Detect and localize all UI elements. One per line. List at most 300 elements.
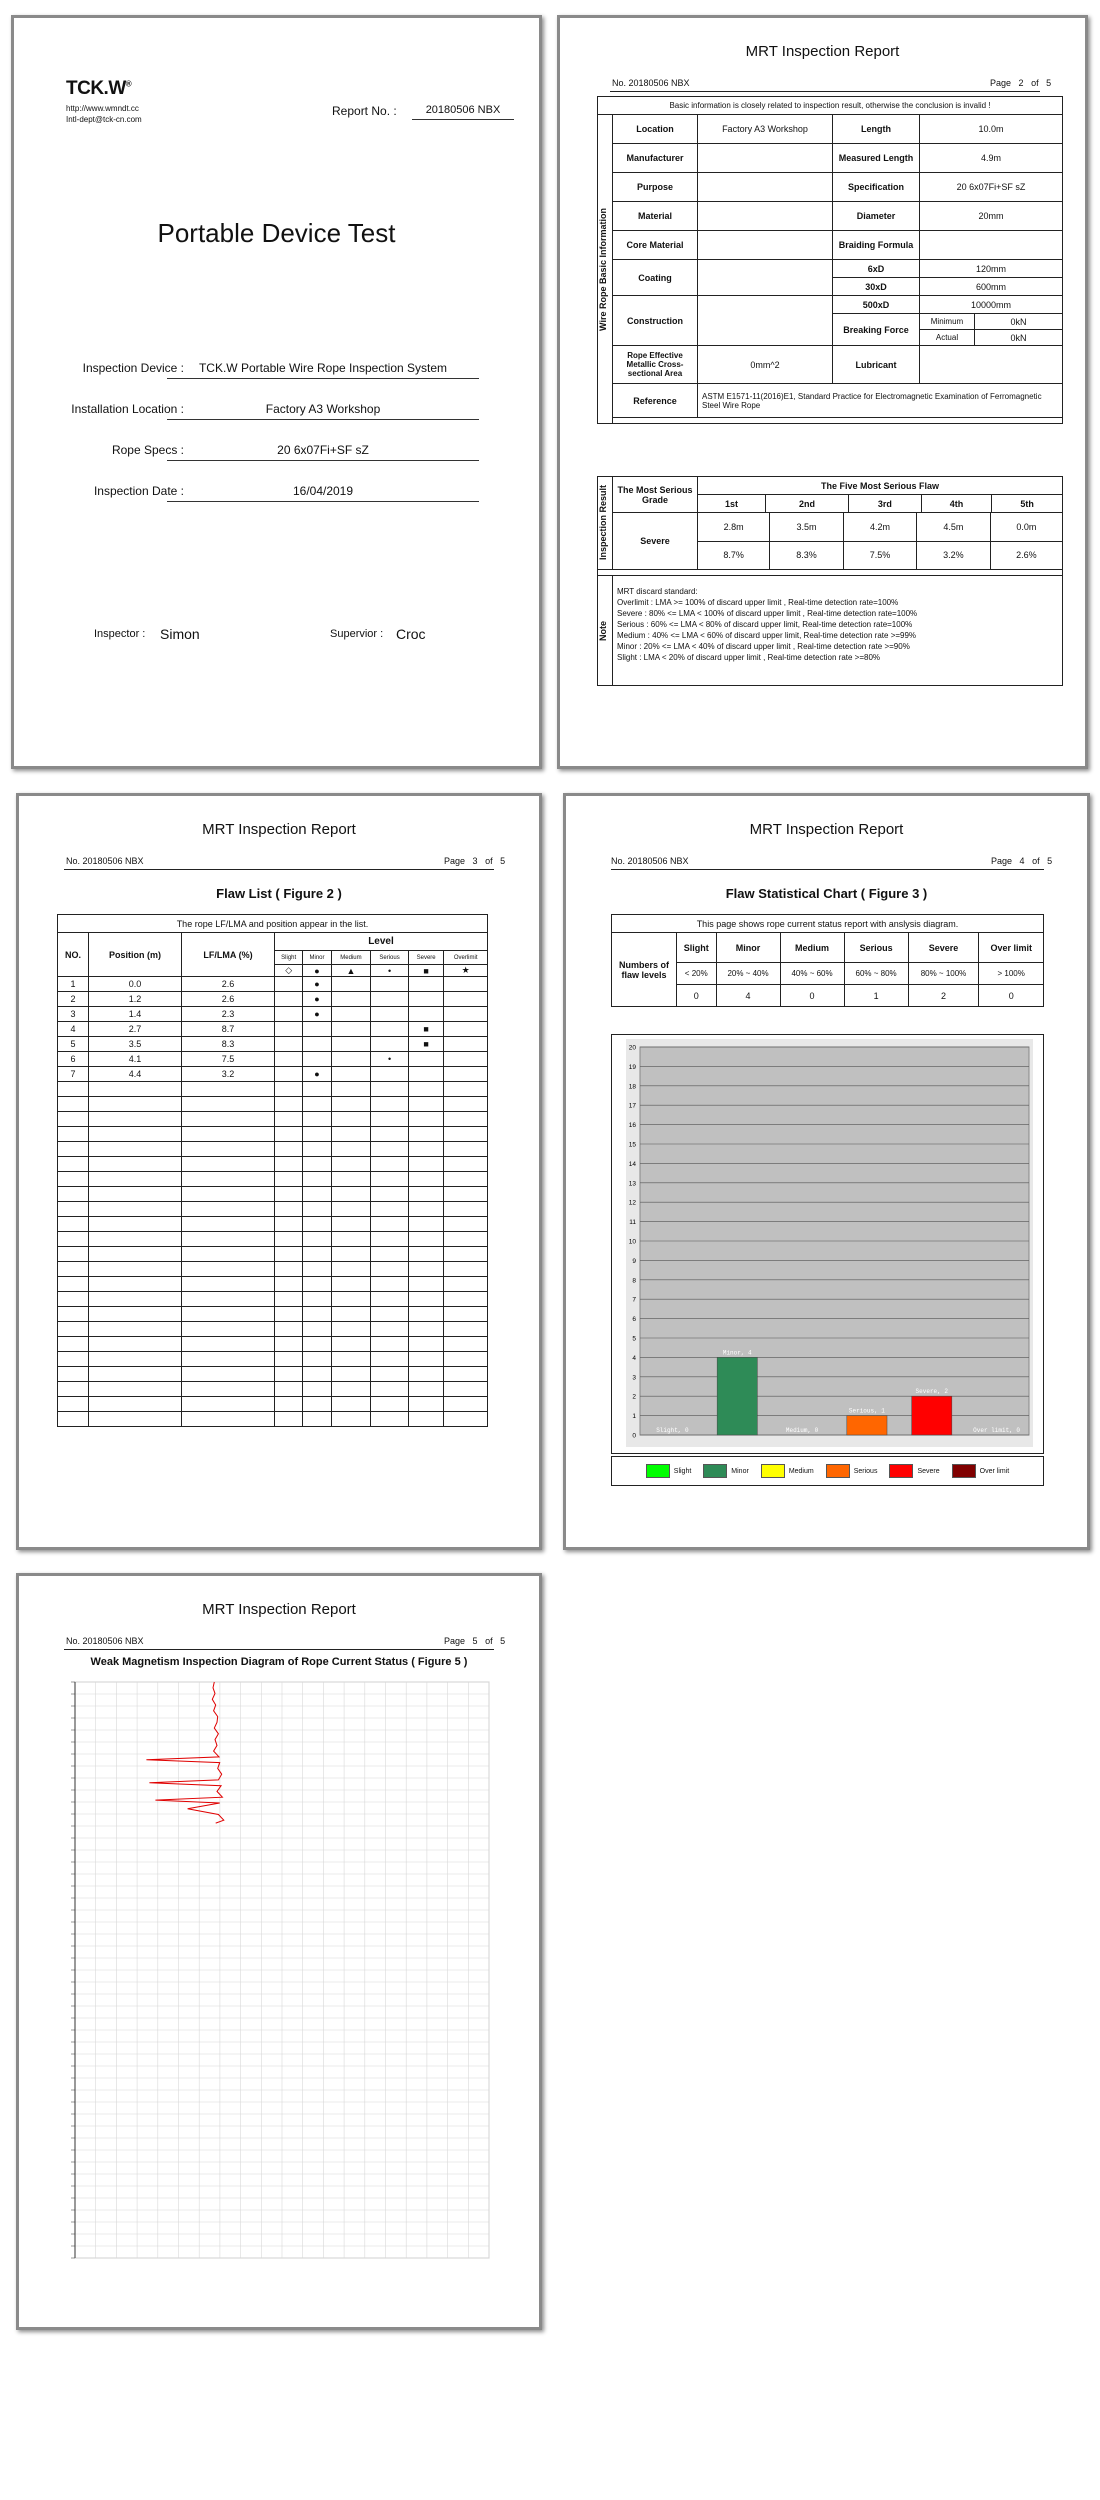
installation-location-value: Factory A3 Workshop — [167, 402, 479, 420]
empty-cell — [371, 1142, 409, 1157]
legend-item — [761, 1464, 814, 1478]
count-serious: 1 — [844, 985, 908, 1007]
statistical-chart-title: Flaw Statistical Chart ( Figure 3 ) — [725, 886, 928, 901]
legend-swatch — [703, 1464, 727, 1478]
flaw-lma: 2.3 — [182, 1007, 275, 1022]
flaw-values-grid — [698, 513, 1062, 569]
document-number: No. 20180506 NBX — [66, 1636, 144, 1646]
empty-cell — [275, 1367, 303, 1382]
flaw-lma: 7.5 — [182, 1052, 275, 1067]
flaw-position: 0.0 — [89, 977, 182, 992]
note-line: Minor : 20% <= LMA < 40% of discard upper limit , Real-time detection rate >=90% — [617, 642, 910, 651]
flaw-row — [58, 1202, 488, 1217]
header-rule — [611, 869, 1044, 870]
rank-5th: 5th — [992, 495, 1063, 513]
section-note: Note — [598, 576, 613, 686]
empty-cell — [58, 1187, 89, 1202]
y-tick-label: 16 — [628, 1122, 636, 1130]
empty-cell — [303, 1247, 331, 1262]
empty-cell — [58, 1082, 89, 1097]
empty-cell — [58, 1217, 89, 1232]
flaw-row — [58, 1352, 488, 1367]
empty-cell — [444, 1187, 488, 1202]
empty-cell — [444, 1337, 488, 1352]
flaw-no: 7 — [58, 1067, 89, 1082]
inspection-date-value: 16/04/2019 — [167, 484, 479, 502]
range-minor: 20% ~ 40% — [716, 963, 780, 985]
empty-cell — [444, 1367, 488, 1382]
flaw-list-table — [57, 914, 488, 1427]
bar-data-label: Severe, 2 — [915, 1388, 948, 1396]
flaw-row — [58, 1037, 488, 1052]
empty-cell — [89, 1082, 182, 1097]
empty-cell — [89, 1187, 182, 1202]
range-severe: 80% ~ 100% — [908, 963, 979, 985]
empty-cell — [182, 1382, 275, 1397]
empty-cell — [89, 1232, 182, 1247]
empty-cell — [58, 1232, 89, 1247]
diameter-value: 20mm — [920, 202, 1063, 231]
empty-cell — [331, 1067, 371, 1082]
empty-cell — [58, 1157, 89, 1172]
empty-cell — [444, 992, 488, 1007]
empty-cell — [331, 1322, 371, 1337]
empty-cell — [331, 1337, 371, 1352]
empty-cell — [371, 1172, 409, 1187]
purpose-value — [698, 173, 833, 202]
empty-cell — [58, 1112, 89, 1127]
range-overlimit: > 100% — [979, 963, 1044, 985]
flaw-position: 4.1 — [89, 1052, 182, 1067]
document-number: No. 20180506 NBX — [66, 856, 144, 866]
count-severe: 2 — [908, 985, 979, 1007]
empty-cell — [182, 1082, 275, 1097]
y-tick-label: 11 — [629, 1219, 636, 1227]
empty-cell — [444, 1037, 488, 1052]
basic-info-table — [597, 96, 1063, 424]
empty-cell — [331, 977, 371, 992]
empty-cell — [275, 1127, 303, 1142]
core-material-label: Core Material — [613, 231, 698, 260]
y-tick-label: 12 — [628, 1199, 636, 1207]
flaw-position: 0.0m — [990, 513, 1062, 541]
empty-cell — [275, 1322, 303, 1337]
report-title: MRT Inspection Report — [202, 1601, 356, 1618]
empty-cell — [275, 1307, 303, 1322]
empty-cell — [89, 1127, 182, 1142]
empty-cell — [58, 1262, 89, 1277]
report-page-5 — [16, 1573, 542, 2330]
empty-cell — [182, 1367, 275, 1382]
empty-cell — [275, 1397, 303, 1412]
flaw-lma: 8.3 — [182, 1037, 275, 1052]
empty-cell — [303, 1382, 331, 1397]
empty-cell — [444, 1277, 488, 1292]
count-minor: 4 — [716, 985, 780, 1007]
empty-cell — [182, 1202, 275, 1217]
empty-cell — [408, 1097, 443, 1112]
empty-cell — [331, 1262, 371, 1277]
empty-cell — [371, 1412, 409, 1427]
page-number: Page 4 of 5 — [991, 856, 1053, 866]
empty-cell — [444, 1157, 488, 1172]
length-value: 10.0m — [920, 115, 1063, 144]
empty-cell — [58, 1202, 89, 1217]
supervisor-label: Supervior : — [330, 628, 384, 640]
empty-cell — [331, 1187, 371, 1202]
y-tick-label: 2 — [632, 1393, 636, 1401]
empty-cell — [444, 1262, 488, 1277]
empty-cell — [58, 1412, 89, 1427]
header-rule — [610, 91, 1040, 92]
flaw-row — [58, 1382, 488, 1397]
empty-cell — [275, 992, 303, 1007]
empty-cell — [408, 1007, 443, 1022]
empty-cell — [371, 1127, 409, 1142]
inspector-name: Simon — [160, 626, 200, 642]
empty-cell — [58, 1352, 89, 1367]
empty-cell — [58, 1127, 89, 1142]
empty-cell — [275, 1412, 303, 1427]
report-page-3 — [16, 793, 542, 1550]
flaw-row — [58, 1307, 488, 1322]
note-line: Serious : 60% <= LMA < 80% of discard upper limit, Real-time detection rate=100% — [617, 620, 913, 629]
flaw-row — [58, 1412, 488, 1427]
company-website: http://www.wmndt.cc — [66, 104, 139, 113]
rank-4th: 4th — [921, 495, 991, 513]
flaw-row — [58, 1367, 488, 1382]
empty-cell — [371, 1067, 409, 1082]
empty-cell — [182, 1277, 275, 1292]
inspector-label: Inspector : — [94, 628, 146, 640]
empty-cell — [89, 1202, 182, 1217]
empty-cell — [89, 1247, 182, 1262]
empty-cell — [331, 1277, 371, 1292]
empty-cell — [275, 1067, 303, 1082]
empty-cell — [408, 1127, 443, 1142]
6xd-value: 120mm — [920, 260, 1063, 278]
legend-items — [640, 1464, 1015, 1478]
500xd-label: 500xD — [833, 296, 920, 314]
empty-cell — [408, 1157, 443, 1172]
note-line: Overlimit : LMA >= 100% of discard upper limit , Real-time detection rate=100% — [617, 598, 899, 607]
empty-cell — [331, 1202, 371, 1217]
empty-cell — [371, 1352, 409, 1367]
flaw-no: 5 — [58, 1037, 89, 1052]
empty-cell — [444, 1022, 488, 1037]
empty-cell — [275, 1232, 303, 1247]
empty-cell — [275, 977, 303, 992]
overlimit-symbol: ★ — [444, 965, 488, 977]
construction-value — [698, 296, 833, 346]
empty-cell — [89, 1367, 182, 1382]
empty-cell — [182, 1097, 275, 1112]
bar-chart-frame — [611, 1034, 1044, 1454]
flaw-row — [58, 1262, 488, 1277]
y-tick-label: 10 — [628, 1238, 636, 1246]
empty-cell — [331, 1022, 371, 1037]
empty-cell — [371, 1307, 409, 1322]
bar-data-label: Over limit, 0 — [973, 1427, 1020, 1434]
empty-cell — [303, 1112, 331, 1127]
empty-cell — [303, 1022, 331, 1037]
rank-1st: 1st — [698, 495, 766, 513]
construction-label: Construction — [613, 296, 698, 346]
empty-cell — [444, 1322, 488, 1337]
empty-cell — [408, 1052, 443, 1067]
empty-cell — [331, 1172, 371, 1187]
actual-label: Actual — [920, 330, 975, 346]
empty-cell — [89, 1337, 182, 1352]
flaw-position: 2.7 — [89, 1022, 182, 1037]
y-tick-label: 20 — [628, 1044, 636, 1052]
empty-cell — [275, 1187, 303, 1202]
legend-label: Medium — [788, 1467, 814, 1475]
empty-cell — [408, 1412, 443, 1427]
flaw-row — [58, 1247, 488, 1262]
col-no-header: NO. — [58, 933, 89, 977]
empty-cell — [89, 1157, 182, 1172]
y-tick-label: 9 — [632, 1257, 636, 1265]
company-email: Intl-dept@tck-cn.com — [66, 115, 142, 124]
empty-cell — [303, 1082, 331, 1097]
count-medium: 0 — [780, 985, 844, 1007]
empty-cell — [182, 1337, 275, 1352]
empty-cell — [371, 992, 409, 1007]
flaw-list-title: Flaw List ( Figure 2 ) — [216, 886, 342, 901]
flaw-level-mark: ■ — [408, 1037, 443, 1052]
empty-cell — [371, 1157, 409, 1172]
legend-swatch — [761, 1464, 785, 1478]
header-overlimit: Over limit — [979, 933, 1044, 963]
bar-minor — [717, 1357, 757, 1435]
30xd-value: 600mm — [920, 278, 1063, 296]
range-medium: 40% ~ 60% — [780, 963, 844, 985]
header-severe: Severe — [908, 933, 979, 963]
flaw-no: 1 — [58, 977, 89, 992]
empty-cell — [58, 1367, 89, 1382]
flaw-level-mark: ■ — [408, 1022, 443, 1037]
cover-title: Portable Device Test — [157, 218, 396, 248]
empty-cell — [89, 1097, 182, 1112]
flaw-row — [58, 1112, 488, 1127]
manufacturer-value — [698, 144, 833, 173]
cross-section-area-label: Rope Effective Metallic Cross-sectional Area — [613, 346, 698, 384]
five-most-serious-label: The Five Most Serious Flaw — [698, 477, 1063, 495]
material-value — [698, 202, 833, 231]
empty-cell — [58, 1142, 89, 1157]
empty-cell — [371, 1097, 409, 1112]
flaw-position: 4.4 — [89, 1067, 182, 1082]
empty-cell — [408, 1397, 443, 1412]
flaw-row — [58, 1277, 488, 1292]
range-serious: 60% ~ 80% — [844, 963, 908, 985]
empty-cell — [303, 1397, 331, 1412]
empty-cell — [444, 1067, 488, 1082]
empty-cell — [408, 1262, 443, 1277]
lubricant-label: Lubricant — [833, 346, 920, 384]
flaw-percent: 8.3% — [770, 541, 843, 569]
document-number: No. 20180506 NBX — [612, 78, 690, 88]
empty-cell — [303, 1217, 331, 1232]
flaw-row — [58, 1232, 488, 1247]
legend-label: Minor — [731, 1467, 749, 1475]
measured-length-label: Measured Length — [833, 144, 920, 173]
flaw-row — [58, 1292, 488, 1307]
flaw-list-subtitle: The rope LF/LMA and position appear in the list. — [58, 915, 488, 933]
bar-data-label: Medium, 0 — [785, 1427, 819, 1434]
empty-cell — [371, 1187, 409, 1202]
braiding-formula-value — [920, 231, 1063, 260]
header-rule — [64, 869, 494, 870]
flaw-bar-chart — [612, 1035, 1043, 1453]
30xd-label: 30xD — [833, 278, 920, 296]
flaw-row — [58, 1337, 488, 1352]
section-basic-info: Wire Rope Basic Information — [598, 115, 613, 424]
empty-cell — [303, 1262, 331, 1277]
empty-cell — [444, 1292, 488, 1307]
y-tick-label: 1 — [632, 1413, 636, 1421]
empty-cell — [408, 1277, 443, 1292]
empty-cell — [58, 1397, 89, 1412]
severe-symbol: ■ — [408, 965, 443, 977]
empty-cell — [331, 1352, 371, 1367]
empty-cell — [331, 1142, 371, 1157]
empty-cell — [444, 1172, 488, 1187]
spacer-row — [613, 418, 1063, 424]
empty-cell — [371, 1337, 409, 1352]
empty-cell — [58, 1322, 89, 1337]
company-logo: TCK.W® — [66, 78, 132, 99]
empty-cell — [275, 1112, 303, 1127]
report-title: MRT Inspection Report — [749, 821, 904, 838]
note-content — [613, 576, 1063, 686]
empty-cell — [371, 1397, 409, 1412]
empty-cell — [275, 1202, 303, 1217]
empty-cell — [303, 1142, 331, 1157]
empty-cell — [89, 1142, 182, 1157]
chart-legend — [611, 1456, 1044, 1486]
empty-cell — [371, 1037, 409, 1052]
empty-cell — [371, 1007, 409, 1022]
empty-cell — [275, 1007, 303, 1022]
level-slight-header: Slight — [275, 951, 303, 965]
empty-cell — [408, 1337, 443, 1352]
empty-cell — [303, 1037, 331, 1052]
empty-cell — [275, 1352, 303, 1367]
empty-cell — [371, 1112, 409, 1127]
empty-cell — [58, 1307, 89, 1322]
empty-cell — [89, 1292, 182, 1307]
empty-cell — [408, 1247, 443, 1262]
legend-item — [889, 1464, 939, 1478]
flaw-no: 2 — [58, 992, 89, 1007]
empty-cell — [444, 1097, 488, 1112]
empty-cell — [89, 1322, 182, 1337]
statistical-subtitle: This page shows rope current status report with anslysis diagram. — [612, 915, 1044, 933]
empty-cell — [182, 1262, 275, 1277]
empty-cell — [371, 1382, 409, 1397]
6xd-label: 6xD — [833, 260, 920, 278]
empty-cell — [331, 1367, 371, 1382]
flaw-percent: 3.2% — [917, 541, 990, 569]
flaw-position: 2.8m — [698, 513, 770, 541]
level-severe-header: Severe — [408, 951, 443, 965]
flaw-position: 4.2m — [843, 513, 916, 541]
empty-cell — [371, 1292, 409, 1307]
empty-cell — [371, 1082, 409, 1097]
flaw-row — [58, 1007, 488, 1022]
page-number: Page 3 of 5 — [444, 856, 506, 866]
legend-label: Over limit — [979, 1467, 1010, 1475]
empty-cell — [408, 1187, 443, 1202]
empty-cell — [408, 1292, 443, 1307]
empty-cell — [275, 1262, 303, 1277]
header-serious: Serious — [844, 933, 908, 963]
empty-cell — [408, 1307, 443, 1322]
empty-cell — [408, 1142, 443, 1157]
rank-2nd: 2nd — [766, 495, 849, 513]
header-minor: Minor — [716, 933, 780, 963]
bar-serious — [847, 1416, 887, 1435]
report-page-4 — [563, 793, 1090, 1550]
flaw-level-mark: ● — [303, 992, 331, 1007]
specification-value: 20 6x07Fi+SF sZ — [920, 173, 1063, 202]
most-serious-grade-value: Severe — [613, 513, 698, 570]
empty-cell — [182, 1127, 275, 1142]
legend-item — [952, 1464, 1010, 1478]
flaw-row — [58, 1397, 488, 1412]
empty-cell — [371, 1262, 409, 1277]
empty-cell — [275, 1052, 303, 1067]
flaw-level-mark: ● — [303, 1007, 331, 1022]
specification-label: Specification — [833, 173, 920, 202]
legend-label: Severe — [917, 1467, 940, 1475]
report-page-2 — [557, 15, 1088, 769]
empty-cell — [408, 1382, 443, 1397]
empty-cell — [303, 1322, 331, 1337]
empty-cell — [303, 1337, 331, 1352]
flaw-row — [58, 1217, 488, 1232]
empty-cell — [444, 1082, 488, 1097]
flaw-no: 4 — [58, 1022, 89, 1037]
flaw-row — [58, 992, 488, 1007]
empty-cell — [371, 1247, 409, 1262]
empty-cell — [303, 1307, 331, 1322]
inspection-device-value: TCK.W Portable Wire Rope Inspection System — [167, 361, 479, 379]
flaw-percent: 8.7% — [698, 541, 770, 569]
empty-cell — [371, 977, 409, 992]
rope-specs-value: 20 6x07Fi+SF sZ — [167, 443, 479, 461]
report-no-value: 20180506 NBX — [412, 104, 514, 120]
empty-cell — [182, 1412, 275, 1427]
level-medium-header: Medium — [331, 951, 371, 965]
empty-cell — [303, 1277, 331, 1292]
y-tick-label: 13 — [628, 1180, 636, 1188]
inspection-result-table — [597, 476, 1063, 686]
empty-cell — [303, 1127, 331, 1142]
actual-value: 0kN — [975, 330, 1063, 346]
empty-cell — [182, 1292, 275, 1307]
empty-cell — [58, 1172, 89, 1187]
col-position-header: Position (m) — [89, 933, 182, 977]
level-serious-header: Serious — [371, 951, 409, 965]
flaw-no: 6 — [58, 1052, 89, 1067]
slight-symbol: ◇ — [275, 965, 303, 977]
empty-cell — [408, 1232, 443, 1247]
purpose-label: Purpose — [613, 173, 698, 202]
report-no-label: Report No. : — [332, 104, 397, 118]
